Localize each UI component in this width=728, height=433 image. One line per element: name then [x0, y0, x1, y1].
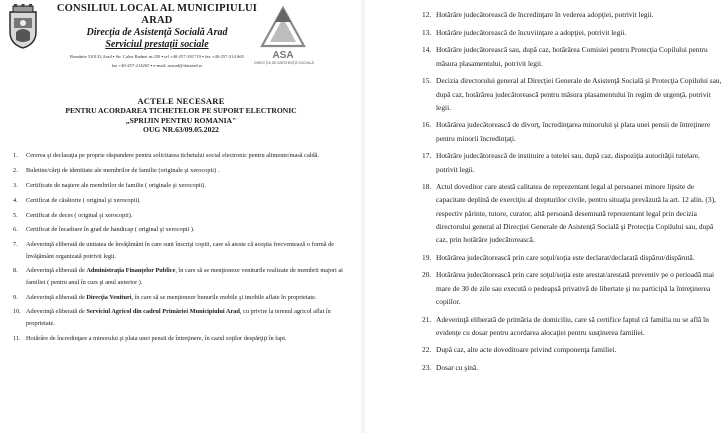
title-line-4: OUG NR.63/09.05.2022: [143, 125, 219, 135]
list-item: [13, 239, 347, 261]
required-documents-list-right: [422, 8, 722, 379]
text-segment: Certificat de căsătorie ( original şi xerocopii).: [26, 196, 141, 204]
list-item-number: 21.: [422, 314, 432, 324]
text-segment: Certificate de naştere ale membrilor de familie ( originale şi xerocopii).: [26, 181, 206, 189]
text-segment: Hotărâre judecătorească sau, după caz, hotărârea Comisiei pentru Protecţia Copilului pentru măsura plasamentului, potrivit legii.: [436, 45, 708, 68]
list-item-text: [26, 239, 347, 261]
list-item: [422, 149, 722, 175]
list-item-text: [436, 361, 722, 374]
list-item: [13, 333, 347, 344]
list-item-number: 15.: [422, 76, 432, 86]
list-item-number: 4.: [13, 196, 18, 204]
city-crest-icon: [6, 4, 40, 50]
list-item-text: [26, 165, 347, 176]
list-item-text: [436, 43, 722, 69]
list-item: [422, 118, 722, 144]
list-item-number: 9.: [13, 293, 18, 301]
list-item-text: [436, 313, 722, 339]
list-item-number: 6.: [13, 226, 18, 234]
list-item-number: 2.: [13, 166, 18, 174]
list-item-text: [26, 195, 347, 206]
list-item: [422, 268, 722, 308]
service-name: Serviciul prestaţii sociale: [105, 39, 209, 50]
list-item-number: 3.: [13, 181, 18, 189]
list-item: [422, 8, 722, 21]
list-item-number: 10.: [13, 308, 21, 316]
text-segment: Adeverinţă eliberată de: [26, 293, 87, 301]
list-item: [422, 43, 722, 69]
list-item-text: [436, 343, 722, 356]
list-item: [13, 180, 347, 191]
text-segment: Hotărârea judecătorească prin care soţul/soţia este declarat/declarată dispărut/dispărută.: [436, 252, 695, 262]
list-item-number: 22.: [422, 345, 432, 355]
text-segment: Adeverinţă eliberată de: [26, 308, 87, 316]
text-segment: Cererea şi declaraţia pe proprie răspundere pentru solicitarea tichetului social electronic pentru alimente/masă caldă.: [26, 152, 320, 159]
list-item-text: [26, 333, 347, 344]
text-segment: Hotărâre judecătorească de încredinţare în vederea adopţiei, potrivit legii.: [436, 10, 654, 19]
list-item-number: 20.: [422, 270, 432, 280]
left-page: [0, 0, 360, 433]
list-item-text: [26, 224, 347, 235]
list-item-text: [26, 150, 347, 161]
list-item: [422, 180, 722, 246]
right-page: [366, 0, 728, 433]
das-logo-icon: [258, 4, 308, 62]
contact-line-2: fax +40-257-214265 ▪ e-mail: asarad@dasarad.ro: [111, 63, 203, 68]
list-item-text: [436, 118, 722, 144]
logo-caption: DIRECŢIA DE ASISTENŢĂ SOCIALĂ: [254, 61, 314, 65]
list-item: [13, 265, 347, 287]
bold-text-segment: Serviciul Agricol din cadrul Primăriei Municipiului Arad: [86, 308, 240, 316]
list-item-text: [436, 180, 722, 246]
bold-text-segment: Direcţia Venituri: [86, 293, 132, 301]
list-item-text: [436, 149, 722, 175]
list-item-text: [26, 292, 347, 303]
text-segment: Hotărâre judecătorească de încuviinţare a adopţiei, potrivit legii.: [436, 27, 627, 37]
list-item: [422, 343, 722, 356]
list-item-number: 1.: [13, 152, 18, 159]
list-item-text: [26, 265, 347, 287]
list-item: [422, 26, 722, 39]
text-segment: Certificat de încadrare în grad de handicap ( original şi xerocopii ).: [26, 226, 195, 234]
svg-text:ASA: ASA: [272, 50, 294, 61]
text-segment: Dosar cu şină.: [436, 363, 479, 373]
text-segment: Certificat de deces ( original şi xerocopii).: [26, 211, 133, 219]
list-item-number: 19.: [422, 252, 432, 262]
list-item: [13, 165, 347, 176]
list-item: [422, 251, 722, 264]
list-item: [422, 74, 722, 114]
list-item: [422, 361, 722, 374]
text-segment: Hotărârea judecătorească de divorţ, încredinţarea minorului şi plata unei pensii de întreţinere pentru minorii încredinţaţi.: [436, 120, 711, 143]
list-item-number: 23.: [422, 363, 432, 373]
list-item-text: [436, 251, 722, 264]
text-segment: , cu privire la terenul agricol aflat în proprietate.: [26, 308, 331, 327]
text-segment: Adeverinţă eliberată de primăria de domiciliu, care să certifice faptul că familia nu se află în evidenţe cu dosar pentru acordarea alocaţiei pentru susţinerea familiei.: [436, 314, 709, 337]
list-item-number: 8.: [13, 267, 18, 275]
list-item-number: 11.: [13, 334, 21, 342]
header-text-block: [52, 3, 262, 69]
list-item-number: 12.: [422, 10, 432, 19]
page-separator: [361, 0, 365, 433]
title-line-2: PENTRU ACORDAREA TICHETELOR PE SUPORT ELECTRONIC: [65, 106, 297, 115]
list-item: [13, 195, 347, 206]
list-item-number: 17.: [422, 151, 432, 161]
council-title: CONSILIUL LOCAL AL MUNICIPIULUI ARAD: [56, 3, 258, 26]
text-segment: Adeverinţă eliberată de unitatea de învăţământ în care sunt înscrişi copiii, care să ateste că aceştia frecventează o formă de învăţământ organizată potrivit legii.: [26, 241, 335, 260]
text-segment: Buletine/cărţi de identitate ale membrilor de familie (originale şi xerocopii) .: [26, 166, 220, 174]
directorate-name: Direcţia de Asistenţă Socială Arad: [86, 27, 228, 38]
list-item: [13, 150, 347, 161]
list-item-number: 18.: [422, 182, 432, 192]
text-segment: Hotărâre de încredinţare a minorului şi plata unei pensii de întreţinere, în cazul soţilor despărţiţi în fapt.: [26, 334, 287, 342]
text-segment: , în care să se menţioneze bunurile mobile şi imobile aflate în proprietate.: [131, 293, 317, 301]
list-item-text: [436, 26, 722, 39]
list-item-number: 5.: [13, 211, 18, 219]
text-segment: După caz, alte acte doveditoare privind componenţa familiei.: [436, 345, 617, 355]
text-segment: Decizia directorului general al Direcţiei Generale de Asistenţă Socială şi Protecţia Copilului sau, după caz, hotărârea judecătorească pentru măsura plasamentului în regim de urgenţă, potrivit legii.: [436, 76, 722, 112]
text-segment: Adeverinţă eliberată de: [26, 267, 87, 275]
text-segment: Actul doveditor care atestă calitatea de reprezentant legal al persoanei minore lipsite de capacitate deplină de exerciţiu al drepturilor civile, pentru situaţia prevăzută la art. 12 alin. (3), respectiv părinte, tutore, curator, altă persoană desemnată reprezentant legal prin decizia directorului general al Direcţiei Generale de Asistenţă Socială şi Protecţia Copilului sau, după caz, prin hotărâre judecătorească.: [436, 182, 716, 245]
list-item: [422, 313, 722, 339]
list-item-number: 14.: [422, 45, 432, 55]
list-item-text: [436, 8, 722, 21]
required-documents-list-left: [13, 150, 347, 347]
list-item-text: [26, 210, 347, 221]
list-item-number: 16.: [422, 120, 432, 130]
list-item-text: [436, 268, 722, 308]
list-item: [13, 210, 347, 221]
list-item: [13, 224, 347, 235]
contact-line-1: Românie 310133 Arad ▪ Str. Calea Radnei nr.250 ▪ tel +40-257-281719 ▪ fax +40-257-214 665: [70, 54, 244, 59]
list-item-text: [436, 74, 722, 114]
title-line-3: „SPRIJIN PENTRU ROMANIA": [125, 115, 237, 125]
document-title-block: [22, 96, 340, 135]
text-segment: Hotărârea judecătorească prin care soţul/soţia este arestat/arestată preventiv pe o perioadă mai mare de 30 de zile sau execută o pedeapsă privativă de libertate şi nu participă la întreţinerea copiilor.: [436, 270, 715, 306]
list-item-text: [26, 306, 347, 328]
list-item-text: [26, 180, 347, 191]
list-item: [13, 306, 347, 328]
text-segment: , în care să se menţioneze veniturile realizate de membrii majori ai familiei ( pentru anul în curs şi anul anterior ).: [26, 267, 343, 286]
title-line-1: ACTELE NECESARE: [137, 96, 225, 106]
list-item: [13, 292, 347, 303]
text-segment: Hotărâre judecătorească de instituire a tutelei sau, după caz, dispoziţia autorităţii tutelare, potrivit legii.: [436, 151, 700, 174]
bold-text-segment: Administraţia Finanţelor Publice: [86, 267, 176, 275]
list-item-number: 7.: [13, 241, 18, 249]
list-item-number: 13.: [422, 27, 432, 37]
